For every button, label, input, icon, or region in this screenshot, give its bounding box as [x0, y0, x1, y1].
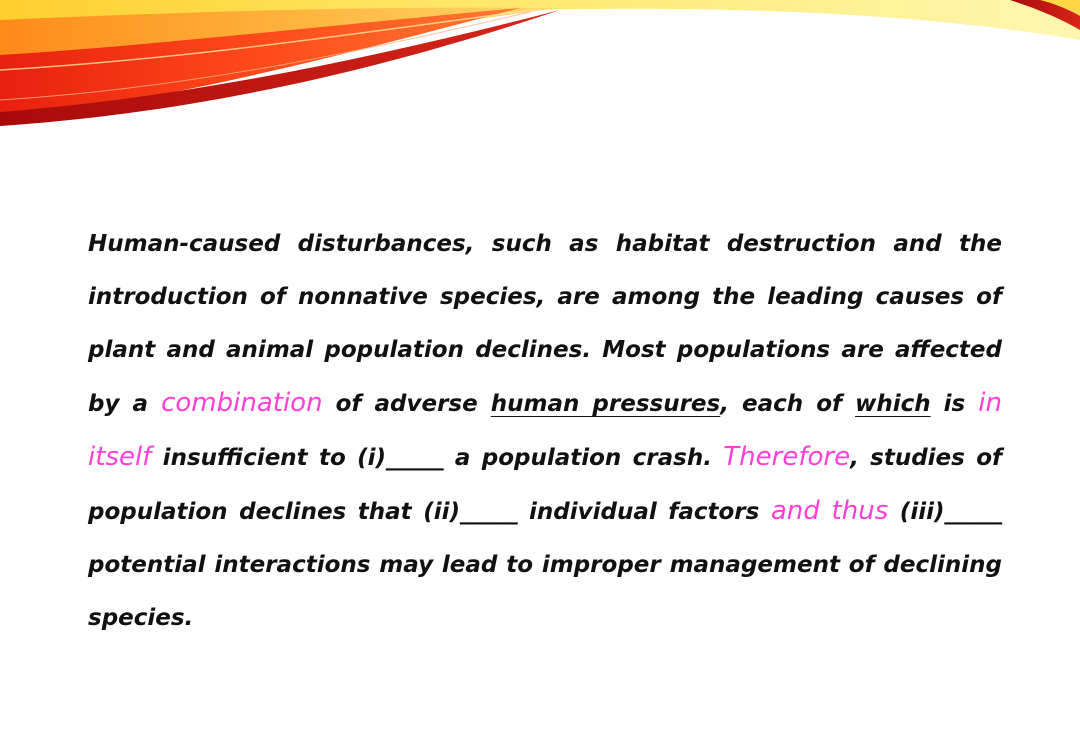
highlight-therefore: Therefore [723, 442, 851, 472]
underline-which: which [855, 391, 931, 417]
passage-text [88, 218, 1002, 645]
highlight-combination: combination [161, 388, 323, 418]
passage-segment: (iii)_____ potential interactions may lead to improper management of declining species. [88, 499, 1002, 631]
passage-segment: insufficient to (i)_____ a population crash. [151, 445, 724, 471]
passage-segment: of adverse [322, 391, 491, 417]
highlight-in-itself: in itself [88, 388, 1002, 472]
passage-segment: Human-caused disturbances, such as habitat destruction and the introduction of nonnative species, are among the leading causes of plant and animal population declines. Most populations are affected by a [88, 231, 1002, 417]
highlight-and-thus: and thus [770, 496, 889, 526]
underline-human-pressures: human pressures [490, 391, 721, 417]
passage-segment: is [930, 391, 979, 417]
decorative-swoosh-banner [0, 0, 1080, 140]
passage-segment: , each of [720, 391, 856, 417]
passage-segment: , studies of population declines that (ii)_____ individual factors [88, 445, 1002, 525]
